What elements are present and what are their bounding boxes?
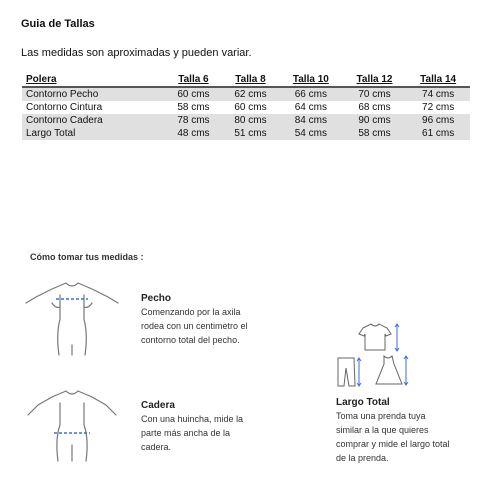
table-row (22, 127, 470, 140)
description-line: similar a la que quieres (336, 425, 429, 435)
table-cell: 62 cms (222, 87, 279, 101)
description-line: rodea con un centimetro el (141, 321, 248, 331)
table-cell: 61 cms (406, 127, 470, 140)
page-title: Guia de Tallas (21, 18, 95, 30)
table-cell: 58 cms (177, 102, 210, 113)
description-line: Comenzando por la axila (141, 307, 241, 317)
body-hip-figure (22, 385, 122, 465)
table-row (22, 114, 470, 127)
description-line: Toma una prenda tuya (336, 411, 426, 421)
howto-title: Cómo tomar tus medidas : (30, 252, 144, 262)
table-cell: 51 cms (222, 127, 279, 140)
table-cell: Largo Total (22, 127, 165, 140)
description-line: de la prenda. (336, 453, 389, 463)
table-cell: 90 cms (343, 114, 407, 127)
pecho-description (141, 305, 248, 347)
tshirt-icon (357, 322, 407, 352)
table-cell: 48 cms (165, 127, 222, 140)
table-cell: 66 cms (279, 87, 343, 101)
column-header: Talla 6 (165, 73, 222, 87)
pecho-heading: Pecho (141, 293, 172, 304)
table-cell: 54 cms (279, 127, 343, 140)
largo-heading: Largo Total (336, 397, 390, 408)
table-cell: 60 cms (165, 87, 222, 101)
column-header: Talla 10 (279, 73, 343, 87)
description-line: parte más ancha de la (141, 428, 231, 438)
description-line: comprar y mide el largo total (336, 439, 450, 449)
description-line: contorno total del pecho. (141, 335, 240, 345)
table-cell: Contorno Cintura (26, 102, 103, 113)
table-row (22, 101, 470, 114)
table-cell: Contorno Pecho (22, 87, 165, 101)
column-header: Talla 8 (222, 73, 279, 87)
pants-icon (334, 356, 364, 388)
column-header: Polera (22, 73, 165, 87)
table-cell: 68 cms (358, 102, 391, 113)
table-cell: 74 cms (406, 87, 470, 101)
size-table (22, 73, 470, 140)
table-cell: 60 cms (234, 102, 267, 113)
table-cell: 96 cms (406, 114, 470, 127)
table-cell: Contorno Cadera (22, 114, 165, 127)
page-subtitle: Las medidas son aproximadas y pueden variar. (21, 47, 252, 59)
table-cell: 64 cms (294, 102, 327, 113)
table-cell: 80 cms (222, 114, 279, 127)
table-header-row (22, 73, 470, 87)
table-cell: 78 cms (165, 114, 222, 127)
table-cell: 72 cms (422, 102, 455, 113)
cadera-heading: Cadera (141, 400, 175, 411)
column-header: Talla 14 (406, 73, 470, 87)
table-cell: 70 cms (343, 87, 407, 101)
body-chest-figure (22, 275, 122, 357)
table-row (22, 87, 470, 101)
dress-icon (372, 354, 412, 388)
table-cell: 84 cms (279, 114, 343, 127)
column-header: Talla 12 (343, 73, 407, 87)
table-cell: 58 cms (343, 127, 407, 140)
description-line: Con una huincha, mide la (141, 414, 244, 424)
cadera-description (141, 412, 243, 454)
largo-description (336, 409, 450, 465)
description-line: cadera. (141, 442, 172, 452)
